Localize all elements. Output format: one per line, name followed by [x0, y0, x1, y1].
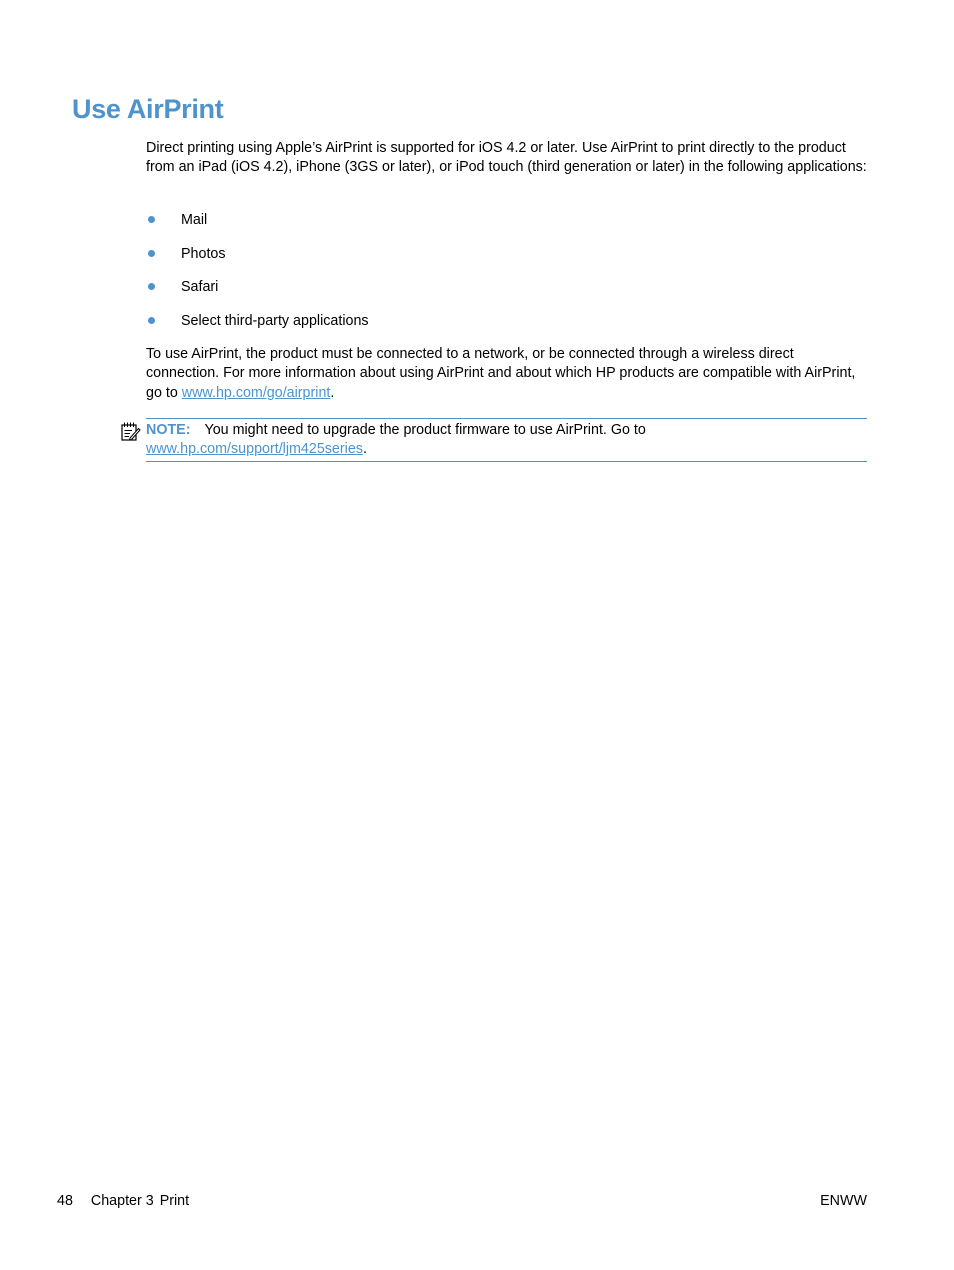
note-body: You might need to upgrade the product firmware to use AirPrint. Go to: [204, 422, 646, 438]
note-text: [146, 421, 867, 460]
bullet-icon: [148, 216, 155, 223]
list-item: [146, 277, 369, 311]
outro-paragraph: [146, 345, 868, 403]
list-item: [146, 311, 369, 345]
note-end: .: [362, 441, 367, 458]
list-item-label: Select third-party applications: [181, 313, 369, 330]
list-item: [146, 244, 369, 278]
list-item-label: Photos: [181, 245, 226, 262]
note-box: [146, 418, 867, 462]
applications-list: [146, 210, 369, 345]
list-item-label: Safari: [181, 279, 219, 296]
list-item-label: Mail: [181, 212, 208, 228]
bullet-icon: [148, 317, 155, 324]
footer-locale: ENWW: [820, 1193, 867, 1209]
bullet-icon: [148, 283, 155, 290]
intro-paragraph: Direct printing using Apple’s AirPrint is supported for iOS 4.2 or later. Use AirPrint to print directly to the product from an iPad (iOS 4.2), iPhone (3GS or later), or iPod touch (third generation or later) in the following applications:: [146, 140, 867, 176]
list-item: [146, 210, 369, 244]
section-label: Print: [159, 1193, 190, 1209]
page-title: Use AirPrint: [72, 94, 224, 124]
footer-left: [57, 1192, 207, 1211]
note-icon: [120, 421, 141, 442]
chapter-label: Chapter 3: [90, 1193, 154, 1209]
airprint-link[interactable]: www.hp.com/go/airprint: [181, 384, 331, 401]
outro-text: To use AirPrint, the product must be connected to a network, or be connected through a wireless direct connection. For more information about using AirPrint and about which HP products are compatible with AirPrint, go to: [146, 346, 856, 401]
outro-end: .: [330, 384, 335, 401]
bullet-icon: [148, 250, 155, 257]
note-label: NOTE:: [146, 422, 191, 438]
support-link[interactable]: www.hp.com/support/ljm425series: [146, 441, 363, 458]
page-number: 48: [57, 1193, 73, 1209]
